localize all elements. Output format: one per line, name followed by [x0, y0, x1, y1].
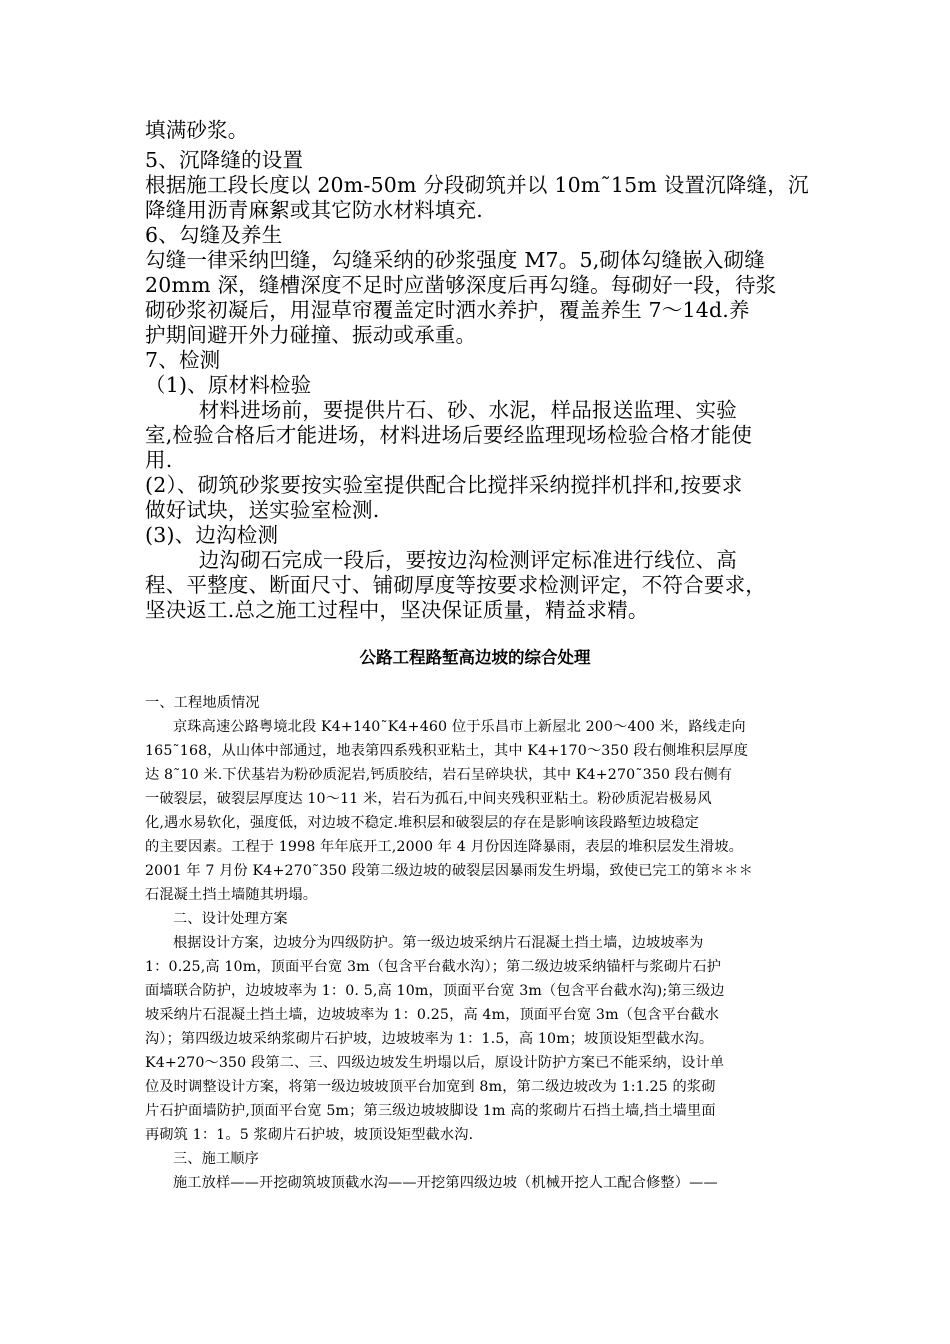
text-line: 石混凝土挡土墙随其坍塌。 [145, 887, 318, 903]
text-line: 根据设计方案，边坡分为四级防护。第一级边坡采纳片石混凝土挡土墙，边坡坡率为 [145, 935, 704, 951]
text-line: 砌砂浆初凝后，用湿草帘覆盖定时洒水养护，覆盖养生 7～14d.养 [145, 298, 750, 322]
text-line: 室,检验合格后才能进场，材料进场后要经监理现场检验合格才能使 [145, 423, 753, 447]
subsection-heading: （1)、原材料检验 [145, 373, 312, 397]
subsection-heading: (2）、砌筑砂浆要按实验室提供配合比搅拌采纳搅拌机拌和,按要求 [145, 473, 743, 497]
section-heading: 7、检测 [145, 348, 221, 372]
section-heading: 5、沉降缝的设置 [145, 148, 304, 172]
text-line: 一破裂层，破裂层厚度达 10～11 米，岩石为孤石,中间夹残积亚粘土。粉砂质泥岩极易风 [145, 791, 712, 807]
text-line: 20mm 深，缝槽深度不足时应凿够深度后再勾缝。每砌好一段，待浆 [145, 273, 777, 297]
text-line: 坚决返工.总之施工过程中，坚决保证质量，精益求精。 [145, 598, 649, 622]
text-line: 施工放样——开挖砌筑坡顶截水沟——开挖第四级边坡（机械开挖人工配合修整）—— [145, 1175, 718, 1191]
text-line: 面墙联合防护，边坡坡率为 1：0. 5,高 10m，顶面平台宽 3m（包含平台截水沟);第三级边 [145, 983, 725, 999]
section-heading: 三、施工顺序 [145, 1151, 259, 1167]
text-line: 片石护面墙防护,顶面平台宽 5m；第三级边坡坡脚设 1m 高的浆砌片石挡土墙,挡土墙里面 [145, 1103, 716, 1119]
text-line: 用. [145, 448, 173, 472]
text-line: 边沟砌石完成一段后，要按边沟检测评定标准进行线位、高 [145, 548, 737, 572]
text-line: 达 8˜10 米.下伏基岩为粉砂质泥岩,钙质胶结，岩石呈碎块状，其中 K4+270˜350 段右侧有 [145, 767, 733, 783]
text-line: 位及时调整设计方案，将第一级边坡坡顶平台加宽到 8m，第二级边坡改为 1:1.25 的浆砌 [145, 1079, 716, 1095]
article-title: 公路工程路堑高边坡的综合处理 [359, 648, 591, 667]
text-line: 1：0.25,高 10m，顶面平台宽 3m（包含平台截水沟）；第二级边坡采纳锚杆与浆砌片石护 [145, 959, 722, 975]
text-line: 护期间避开外力碰撞、振动或承重。 [145, 323, 477, 347]
text-line: 的主要因素。工程于 1998 年年底开工,2000 年 4 月份因连降暴雨，表层的堆积层发生滑坡。 [145, 839, 744, 855]
text-line: 京珠高速公路粤境北段 K4+140˜K4+460 位于乐昌市上新屋北 200～400 米，路线走向 [145, 719, 746, 735]
text-line: K4+270～350 段第二、三、四级边坡发生坍塌以后，原设计防护方案已不能采纳，设计单 [145, 1055, 725, 1071]
section-heading: 二、设计处理方案 [145, 911, 288, 927]
text-line: 材料进场前，要提供片石、砂、水泥，样品报送监理、实验 [145, 398, 737, 422]
text-line: 做好试块，送实验室检测. [145, 498, 380, 522]
text-line: 根据施工段长度以 20m-50m 分段砌筑并以 10m˜15m 设置沉降缝，沉 [145, 173, 809, 197]
subsection-heading: (3)、边沟检测 [145, 523, 279, 547]
section-heading: 6、勾缝及养生 [145, 223, 283, 247]
text-line: 坡采纳片石混凝土挡土墙，边坡坡率为 1：0.25，高 4m，顶面平台宽 3m（包含平台截水 [145, 1007, 720, 1023]
text-line: 填满砂浆。 [145, 118, 249, 142]
text-line: 再砌筑 1：1。5 浆砌片石护坡，坡顶设矩型截水沟. [145, 1127, 474, 1143]
text-line: 化,遇水易软化，强度低，对边坡不稳定.堆积层和破裂层的存在是影响该段路堑边坡稳定 [145, 815, 700, 831]
text-line: 沟）；第四级边坡采纳浆砌片石护坡，边坡坡率为 1：1.5，高 10m；坡顶设矩型截水沟。 [145, 1031, 714, 1047]
text-line: 降缝用沥青麻絮或其它防水材料填充. [145, 198, 483, 222]
text-line: 程、平整度、断面尺寸、铺砌厚度等按要求检测评定，不符合要求， [145, 573, 766, 597]
text-line: 2001 年 7 月份 K4+270˜350 段第二级边坡的破裂层因暴雨发生坍塌，致使已完工的第＊＊＊ [145, 863, 753, 879]
text-line: 165˜168，从山体中部通过，地表第四系残积亚粘土，其中 K4+170～350 段右侧堆积层厚度 [145, 743, 749, 759]
section-heading: 一、工程地质情况 [145, 695, 260, 711]
text-line: 勾缝一律采纳凹缝，勾缝采纳的砂浆强度 M7。5,砌体勾缝嵌入砌缝 [145, 248, 766, 272]
